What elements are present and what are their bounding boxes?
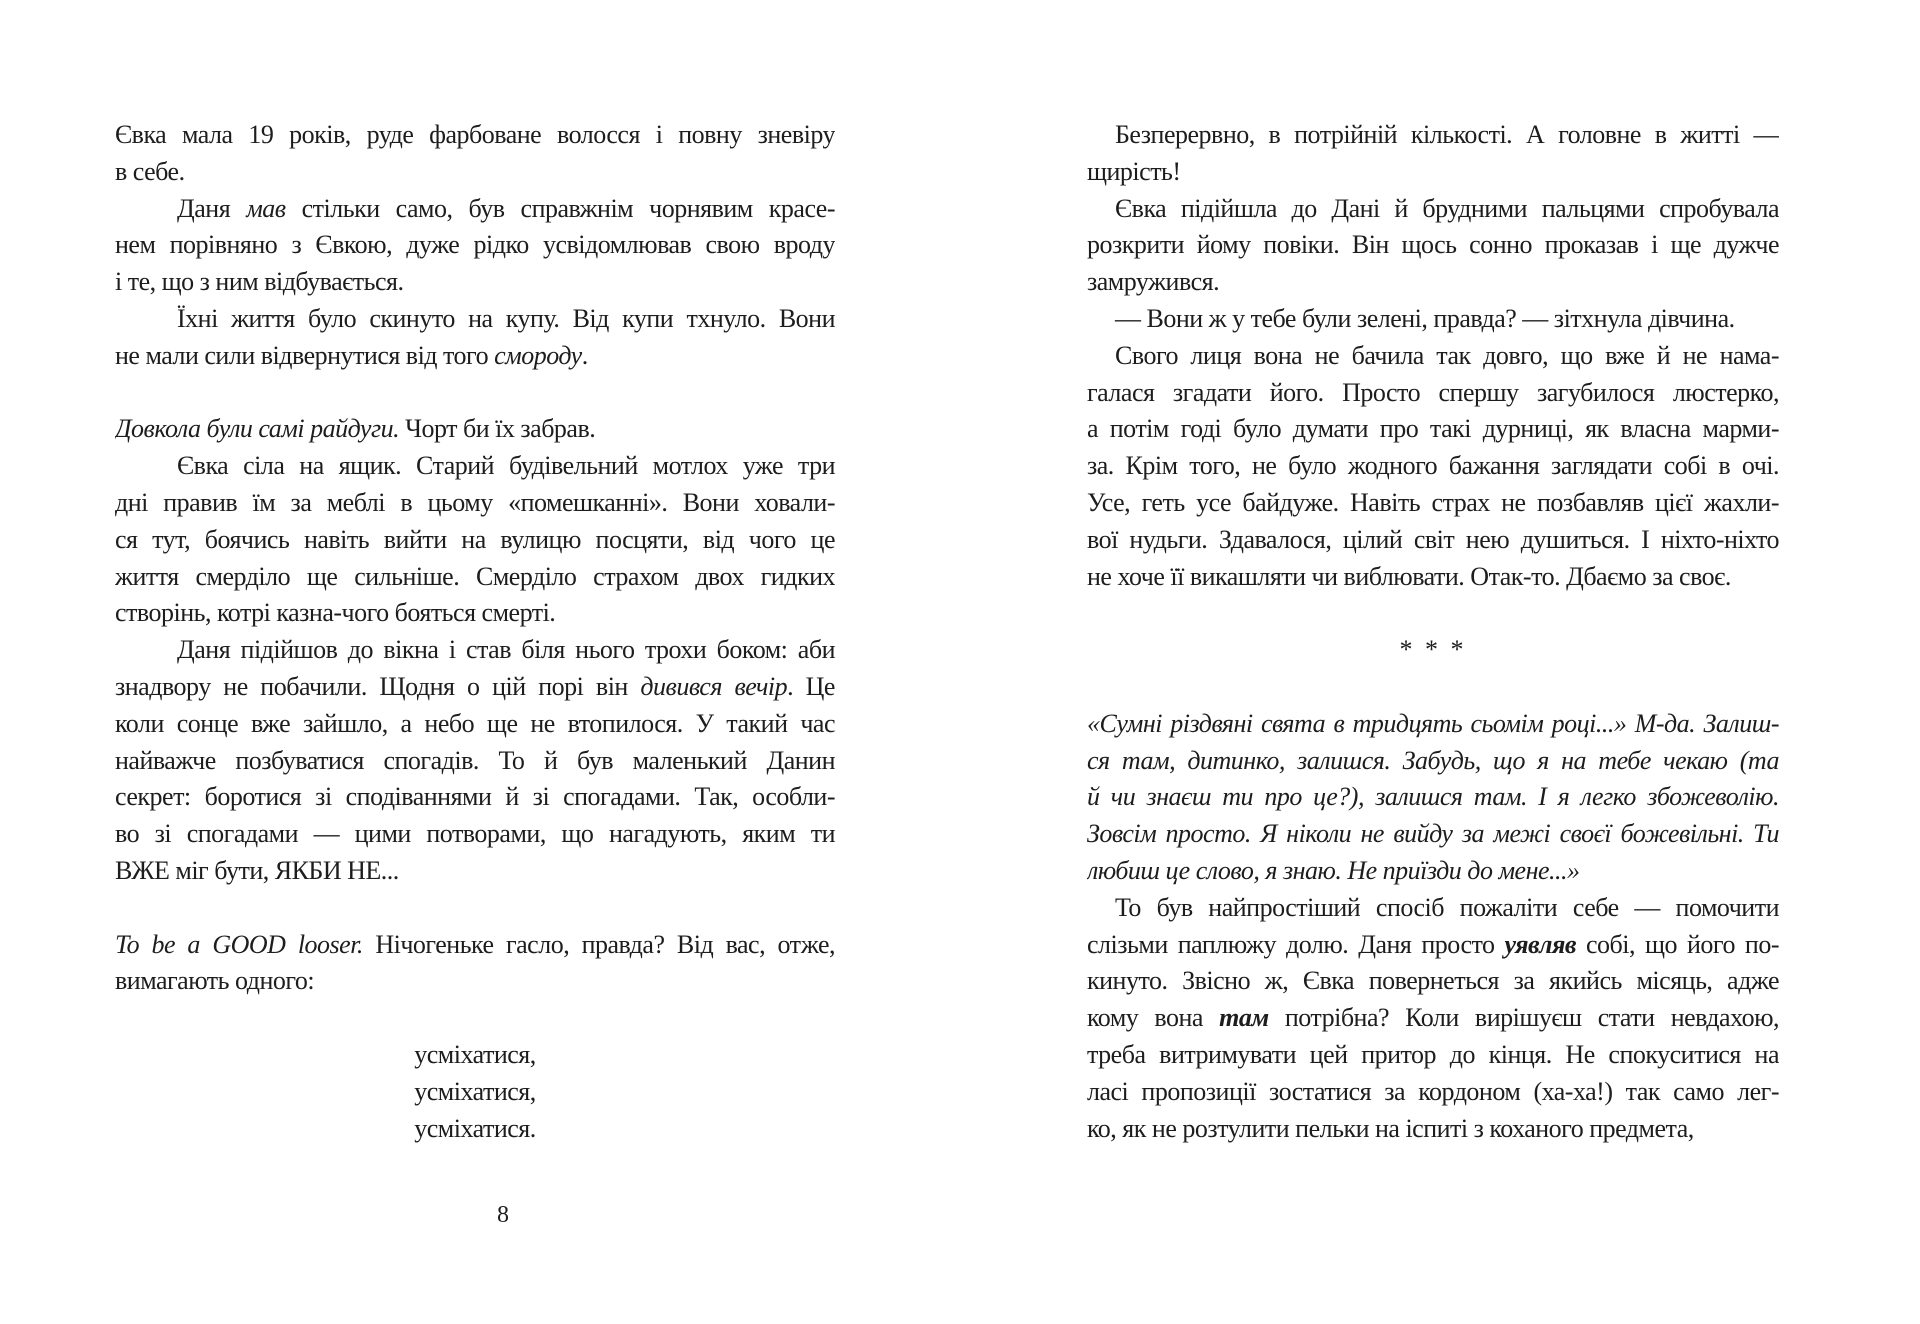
text-line xyxy=(115,1111,835,1148)
regular-text: Євка мала 19 років, руде фарбоване волосся і повну зневіру xyxy=(115,120,835,149)
regular-text: вої нудьги. Здавалося, цілий світ нею душиться. І ніхто-ніхто xyxy=(1087,524,1779,554)
regular-text: найважче позбуватися спогадів. То й був маленький Данин xyxy=(115,745,835,775)
regular-text: кинуто. Звісно ж, Євка повернеться за якийсь місяць, адже xyxy=(1087,966,1779,996)
blank-line xyxy=(115,375,835,412)
bold-italic-text: там xyxy=(1219,1003,1269,1033)
text-line xyxy=(115,1037,835,1074)
regular-text: життя смерділо ще сильніше. Смерділо страхом двох гидких xyxy=(115,561,835,591)
text-line xyxy=(115,927,835,964)
text-line xyxy=(1087,522,1779,559)
text-line xyxy=(115,411,835,448)
regular-text: розкрити йому повіки. Він щось сонно проказав і ще дужче xyxy=(1087,230,1779,260)
text-line xyxy=(1087,706,1779,743)
italic-text: To be a GOOD looser. xyxy=(115,929,363,959)
text-line xyxy=(1087,485,1779,522)
regular-text: нем порівняно з Євкою, дуже рідко усвідомлював свою вроду xyxy=(115,230,835,260)
regular-text: усміхатися. xyxy=(414,1113,536,1143)
text-line xyxy=(1087,1000,1779,1037)
blank-line xyxy=(1087,669,1779,706)
text-line xyxy=(115,485,835,522)
text-line xyxy=(1087,816,1779,853)
text-line xyxy=(1087,743,1779,780)
text-line xyxy=(115,448,835,485)
regular-text: коли сонце вже зайшло, а небо ще не втопилося. У такий час xyxy=(115,708,835,738)
blank-line xyxy=(115,890,835,927)
text-line xyxy=(115,853,835,890)
text-line xyxy=(115,595,835,632)
regular-text: Євка підійшла до Дані й брудними пальцями спробувала xyxy=(1115,193,1779,223)
regular-text: замружився. xyxy=(1087,267,1220,297)
text-line xyxy=(115,522,835,559)
text-line xyxy=(1087,853,1779,890)
text-line xyxy=(1087,227,1779,264)
italic-text: любиш це слово, я знаю. Не приїзди до мене...» xyxy=(1087,855,1580,885)
italic-text: Зовсім просто. Я ніколи не вийду за межі своєї божевільні. Ти xyxy=(1087,819,1779,849)
text-line xyxy=(1087,117,1779,154)
bold-italic-text: уявляв xyxy=(1504,929,1577,959)
italic-text: мав xyxy=(246,193,286,223)
regular-text: усміхатися, xyxy=(414,1039,536,1069)
text-line xyxy=(115,632,835,669)
regular-text: дні правив їм за меблі в цьому «помешканні». Вони ховали- xyxy=(115,487,835,517)
regular-text: щирість! xyxy=(1087,156,1181,186)
text-line xyxy=(1087,411,1779,448)
text-line xyxy=(115,559,835,596)
text-line xyxy=(1087,448,1779,485)
text-line xyxy=(115,706,835,743)
regular-text: во зі спогадами — цими потворами, що нагадують, яким ти xyxy=(115,819,835,849)
regular-text: не хоче її викашляти чи виблювати. Отак-то. Дбаємо за своє. xyxy=(1087,561,1731,591)
text-line xyxy=(115,117,835,154)
text-line xyxy=(1087,890,1779,927)
text-line xyxy=(1087,927,1779,964)
blank-line xyxy=(1087,595,1779,632)
regular-text: а потім годі було думати про такі дурниці, як власна марми- xyxy=(1087,414,1779,444)
text-line xyxy=(1087,1074,1779,1111)
regular-text: не мали сили відвернутися від того xyxy=(115,340,495,370)
regular-text: усміхатися, xyxy=(414,1076,536,1106)
regular-text: слізьми паплюжу долю. Даня просто xyxy=(1087,929,1505,959)
text-line xyxy=(1087,779,1779,816)
text-line xyxy=(115,227,835,264)
regular-text: в себе. xyxy=(115,156,185,186)
regular-text: Нічогеньке гасло, правда? Від вас, отже, xyxy=(362,929,835,959)
regular-text: секрет: боротися зі сподіваннями й зі спогадами. Так, особли- xyxy=(115,782,835,812)
regular-text: Усе, геть усе байдуже. Навіть страх не позбавляв цієї жахли- xyxy=(1087,487,1779,517)
italic-text: ся там, дитинко, залишся. Забудь, що я на тебе чекаю (та xyxy=(1087,745,1779,775)
blank-line xyxy=(115,1000,835,1037)
regular-text: Даня xyxy=(177,193,247,223)
text-line xyxy=(115,191,835,228)
text-line xyxy=(115,779,835,816)
italic-text: й чи знаєш ти про це?), залишся там. І я легко збожеволію. xyxy=(1087,782,1779,812)
italic-text: «Сумні різдвяні свята в тридцять сьомім році...» М-да. Залиш- xyxy=(1087,708,1779,738)
text-line xyxy=(115,743,835,780)
page-number: 8 xyxy=(497,1202,509,1228)
text-line xyxy=(1087,559,1779,596)
regular-text: і те, що з ним відбувається. xyxy=(115,267,404,297)
regular-text: ласі пропозиції зостатися за кордоном (ха-ха!) так само лег- xyxy=(1087,1076,1779,1106)
text-line xyxy=(115,816,835,853)
regular-text: Безперервно, в потрійній кількості. А головне в житті — xyxy=(1115,120,1779,149)
italic-text: Довкола були самі райдуги. xyxy=(115,414,400,444)
text-line xyxy=(1087,375,1779,412)
section-separator xyxy=(1087,632,1779,669)
regular-text: треба витримувати цей притор до кінця. Не спокуситися на xyxy=(1087,1039,1779,1069)
right-page-text xyxy=(1087,117,1779,1147)
regular-text: Чорт би їх забрав. xyxy=(399,414,596,444)
regular-text: потрібна? Коли вирішуєш стати невдахою, xyxy=(1268,1003,1779,1033)
regular-text: * * * xyxy=(1399,635,1467,665)
regular-text: ВЖЕ міг бути, ЯКБИ НЕ... xyxy=(115,855,399,885)
regular-text: галася згадати його. Просто спершу загубилося люстерко, xyxy=(1087,377,1779,407)
text-line xyxy=(1087,264,1779,301)
text-line xyxy=(115,154,835,191)
regular-text: вимагають одного: xyxy=(115,966,315,996)
regular-text: створінь, котрі казна-чого бояться смерті. xyxy=(115,598,556,628)
text-line xyxy=(115,963,835,1000)
regular-text: ся тут, боячись навіть вийти на вулицю посцяти, від чого це xyxy=(115,524,835,554)
left-page xyxy=(115,117,835,1147)
regular-text: — Вони ж у тебе були зелені, правда? — зітхнула дівчина. xyxy=(1115,303,1735,333)
text-line xyxy=(1087,963,1779,1000)
text-line xyxy=(1087,338,1779,375)
left-page-text xyxy=(115,117,835,1147)
italic-text: смороду xyxy=(494,340,582,370)
text-line xyxy=(1087,191,1779,228)
text-line xyxy=(1087,154,1779,191)
right-page xyxy=(1087,117,1779,1147)
regular-text: за. Крім того, не було жодного бажання заглядати собі в очі. xyxy=(1087,451,1779,481)
text-line xyxy=(115,264,835,301)
text-line xyxy=(1087,1037,1779,1074)
text-line xyxy=(115,301,835,338)
regular-text: знадвору не побачили. Щодня о цій порі він xyxy=(115,671,641,701)
regular-text: стільки само, був справжнім чорнявим красе- xyxy=(285,193,835,223)
regular-text: . Це xyxy=(787,671,835,701)
regular-text: кому вона xyxy=(1087,1003,1220,1033)
text-line xyxy=(1087,301,1779,338)
text-line xyxy=(115,338,835,375)
regular-text: Їхні життя було скинуто на купу. Від купи тхнуло. Вони xyxy=(177,303,835,333)
regular-text: Свого лиця вона не бачила так довго, що вже й не нама- xyxy=(1115,340,1779,370)
regular-text: . xyxy=(581,340,588,370)
regular-text: То був найпростіший спосіб пожаліти себе — помочити xyxy=(1115,892,1779,922)
text-line xyxy=(1087,1111,1779,1148)
italic-text: дивився вечір xyxy=(640,671,788,701)
text-line xyxy=(115,669,835,706)
regular-text: ко, як не розтулити пельки на іспиті з коханого предмета, xyxy=(1087,1113,1694,1143)
regular-text: собі, що його по- xyxy=(1576,929,1779,959)
regular-text: Даня підійшов до вікна і став біля нього трохи боком: аби xyxy=(177,635,835,665)
text-line xyxy=(115,1074,835,1111)
regular-text: Євка сіла на ящик. Старий будівельний мотлох уже три xyxy=(177,451,835,481)
